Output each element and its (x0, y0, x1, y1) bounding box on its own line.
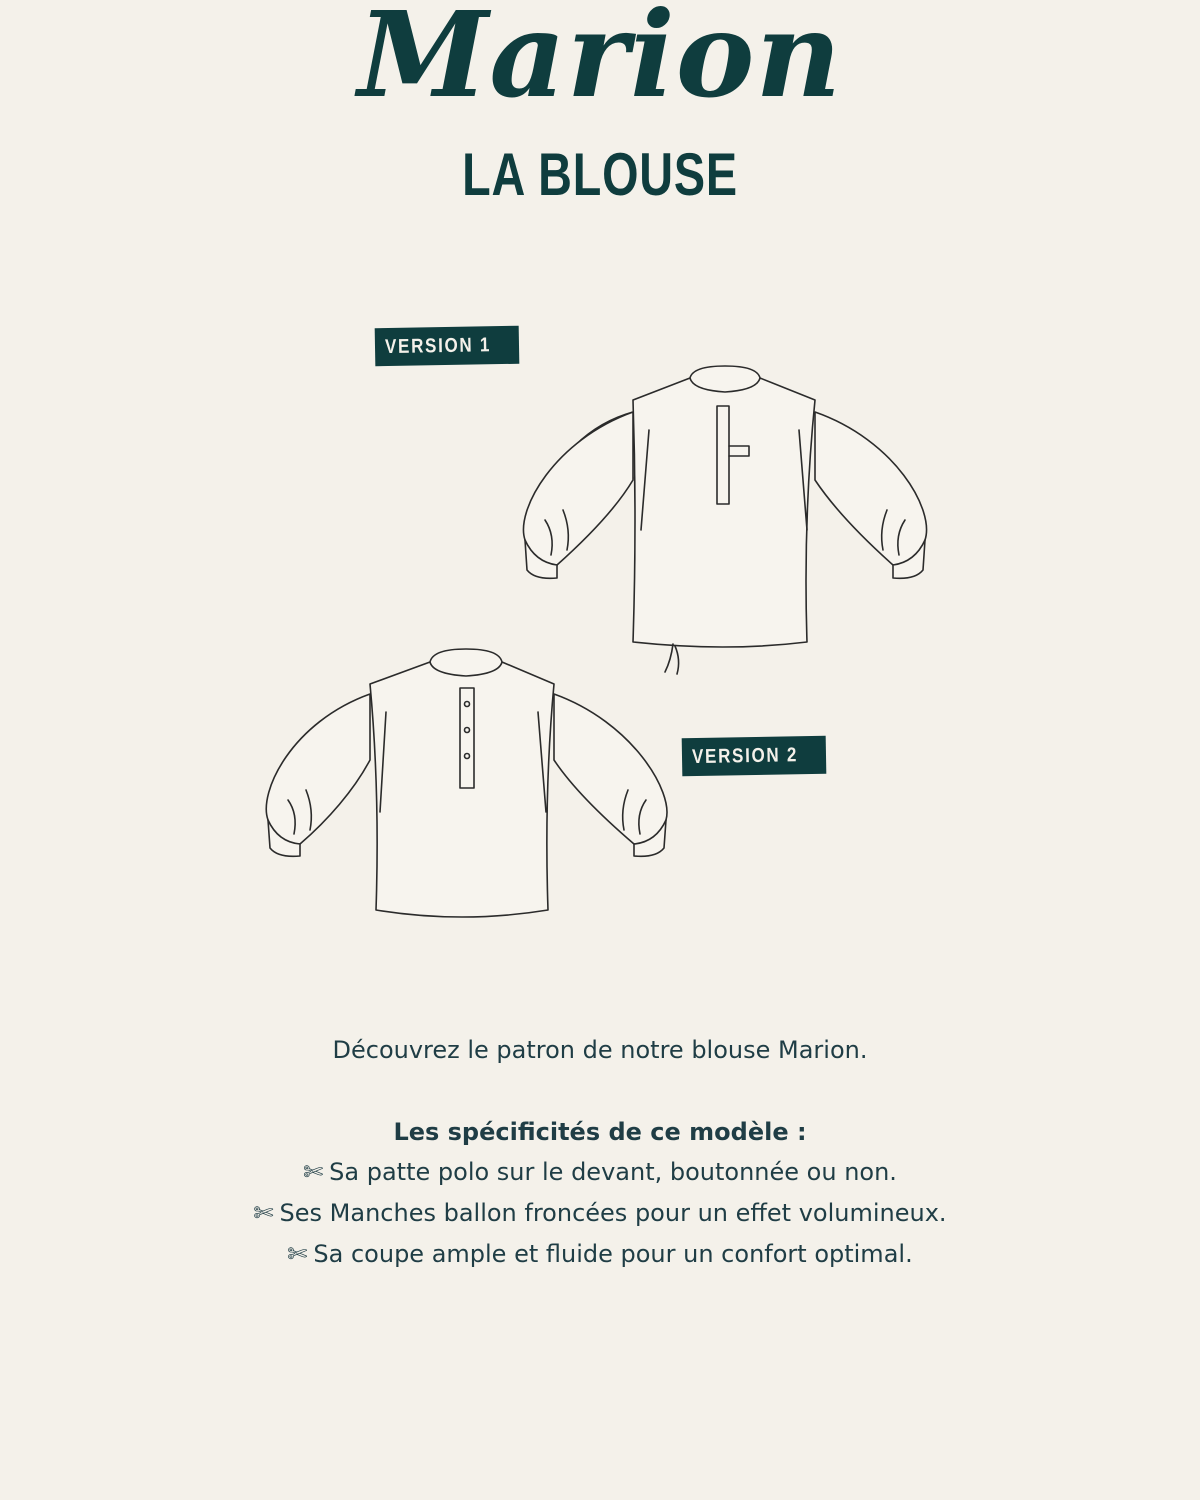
feature-item (0, 1193, 1200, 1234)
feature-item (0, 1152, 1200, 1193)
feature-text: Sa coupe ample et fluide pour un confort optimal. (313, 1240, 913, 1268)
version-1-badge (375, 326, 520, 367)
blouse-version-2-illustration (262, 642, 682, 932)
feature-text: Sa patte polo sur le devant, boutonnée ou non. (329, 1158, 897, 1186)
brand-title: Marion (357, 0, 843, 124)
intro-text: Découvrez le patron de notre blouse Marion. (332, 1036, 868, 1064)
scissors-icon: ✄ (253, 1199, 274, 1227)
feature-item (0, 1234, 1200, 1275)
scissors-icon: ✄ (303, 1158, 324, 1186)
version-1-label: VERSION 1 (384, 334, 492, 359)
scissors-icon: ✄ (287, 1240, 308, 1268)
version-2-label: VERSION 2 (691, 744, 799, 769)
version-2-badge (682, 736, 827, 777)
page-subtitle: LA BLOUSE (462, 141, 738, 208)
blouse-version-1-illustration (515, 360, 935, 690)
features-heading: Les spécificités de ce modèle : (393, 1118, 807, 1146)
features-list (0, 1112, 1200, 1275)
feature-text: Ses Manches ballon froncées pour un effet volumineux. (279, 1199, 947, 1227)
